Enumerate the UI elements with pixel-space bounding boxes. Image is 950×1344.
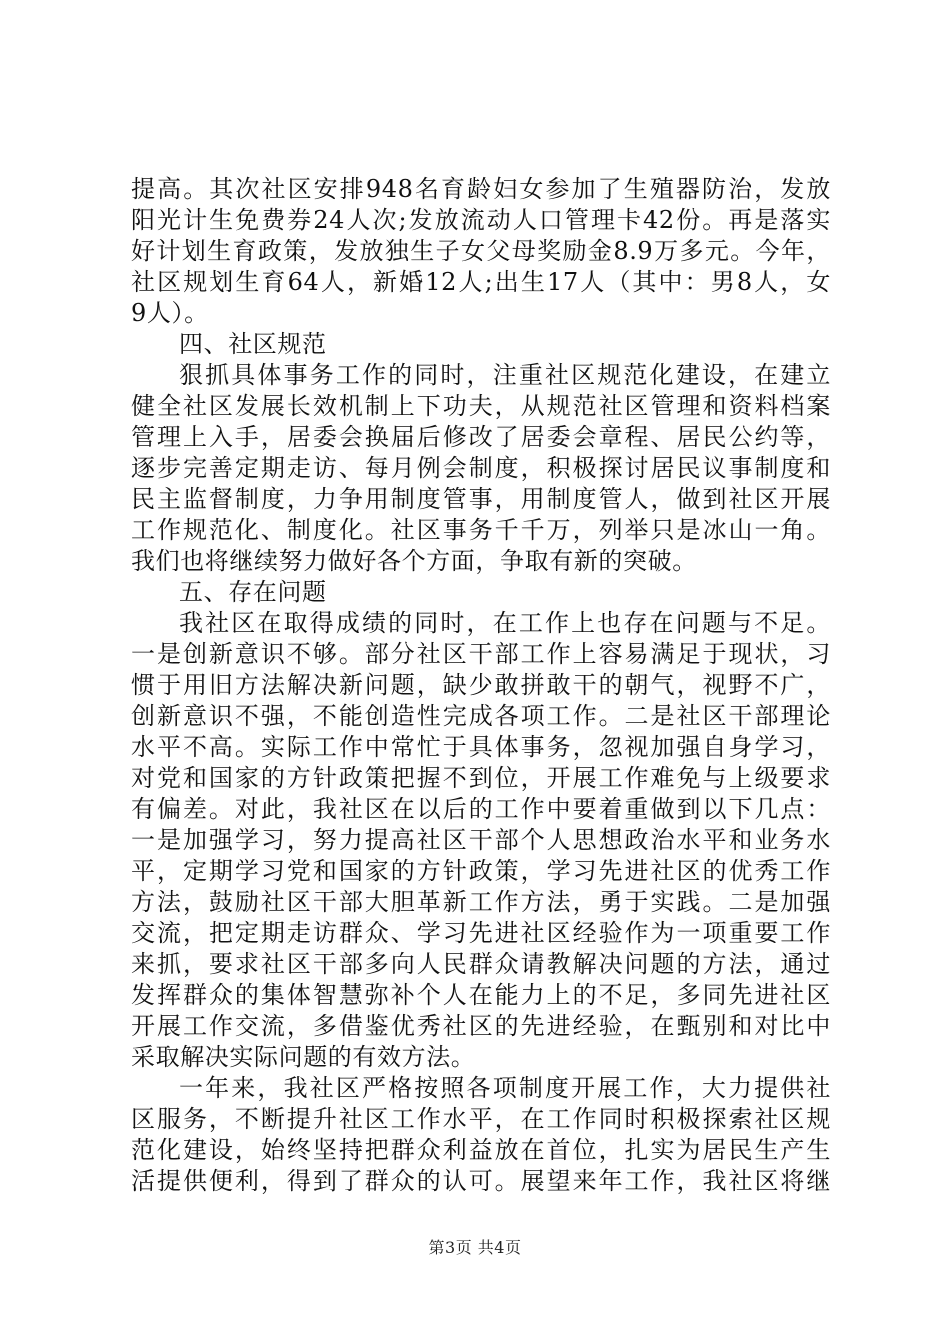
- text-line: 好计划生育政策，发放独生子女父母奖励金8.9万多元。今年，: [131, 237, 831, 265]
- text-line: 狠抓具体事务工作的同时，注重社区规范化建设，在建立: [179, 361, 831, 389]
- text-line: 管理上入手，居委会换届后修改了居委会章程、居民公约等，: [131, 423, 831, 451]
- page-footer: 第3页 共4页: [428, 1238, 522, 1257]
- text-line: 惯于用旧方法解决新问题，缺少敢拼敢干的朝气，视野不广，: [131, 671, 831, 699]
- text-line: 平，定期学习党和国家的方针政策，学习先进社区的优秀工作: [131, 857, 831, 885]
- text-line: 区服务，不断提升社区工作水平，在工作同时积极探索社区规: [131, 1105, 831, 1133]
- text-line: 创新意识不强，不能创造性完成各项工作。二是社区干部理论: [131, 702, 831, 730]
- text-line: 我们也将继续努力做好各个方面，争取有新的突破。: [131, 547, 697, 575]
- text-line: 范化建设，始终坚持把群众利益放在首位，扎实为居民生产生: [131, 1136, 831, 1164]
- text-line: 一是加强学习，努力提高社区干部个人思想政治水平和业务水: [131, 826, 831, 854]
- text-line: 社区规划生育64人，新婚12人;出生17人（其中：男8人，女: [131, 268, 831, 296]
- text-line: 一年来，我社区严格按照各项制度开展工作，大力提供社: [179, 1074, 831, 1102]
- text-line: 对党和国家的方针政策把握不到位，开展工作难免与上级要求: [131, 764, 831, 792]
- text-line: 方法，鼓励社区干部大胆革新工作方法，勇于实践。二是加强: [131, 888, 831, 916]
- text-line: 有偏差。对此，我社区在以后的工作中要着重做到以下几点：: [131, 795, 831, 823]
- text-line: 交流，把定期走访群众、学习先进社区经验作为一项重要工作: [131, 919, 831, 947]
- text-line: 来抓，要求社区干部多向人民群众请教解决问题的方法，通过: [131, 950, 831, 978]
- text-line: 提高。其次社区安排948名育龄妇女参加了生殖器防治，发放: [131, 175, 831, 203]
- text-line: 水平不高。实际工作中常忙于具体事务，忽视加强自身学习，: [131, 733, 831, 761]
- text-line: 逐步完善定期走访、每月例会制度，积极探讨居民议事制度和: [131, 454, 831, 482]
- text-line: 发挥群众的集体智慧弥补个人在能力上的不足，多同先进社区: [131, 981, 831, 1009]
- text-line: 一是创新意识不够。部分社区干部工作上容易满足于现状，习: [131, 640, 831, 668]
- text-line: 采取解决实际问题的有效方法。: [131, 1043, 476, 1071]
- text-line: 我社区在取得成绩的同时，在工作上也存在问题与不足。: [179, 609, 831, 637]
- text-line: 民主监督制度，力争用制度管事，用制度管人，做到社区开展: [131, 485, 831, 513]
- text-line: 工作规范化、制度化。社区事务千千万，列举只是冰山一角。: [131, 516, 831, 544]
- document-body: [131, 174, 831, 1197]
- text-line: 活提供便利，得到了群众的认可。展望来年工作，我社区将继: [131, 1167, 831, 1195]
- text-line: 9人）。: [131, 299, 209, 327]
- text-line: 健全社区发展长效机制上下功夫，从规范社区管理和资料档案: [131, 392, 831, 420]
- text-line: 开展工作交流，多借鉴优秀社区的先进经验，在甄别和对比中: [131, 1012, 831, 1040]
- text-line: 五、存在问题: [179, 578, 327, 606]
- text-line: 四、社区规范: [179, 330, 327, 358]
- text-line: 阳光计生免费券24人次;发放流动人口管理卡42份。再是落实: [131, 206, 831, 234]
